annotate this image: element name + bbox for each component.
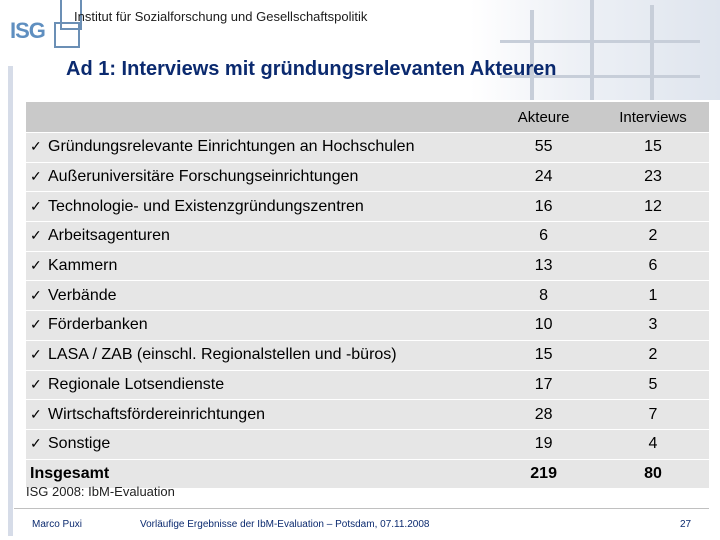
footer-text: Vorläufige Ergebnisse der IbM-Evaluation – Potsdam, 07.11.2008 <box>140 519 430 530</box>
row-label-text: Gründungsrelevante Einrichtungen an Hochschulen <box>48 138 415 156</box>
page-number: 27 <box>680 519 692 530</box>
table-row <box>26 281 709 311</box>
source-note: ISG 2008: IbM-Evaluation <box>26 484 175 499</box>
row-label-text: Sonstige <box>48 435 111 453</box>
interviews-value: 6 <box>648 257 658 275</box>
footer-author: Marco Puxi <box>32 519 83 530</box>
checkmark-icon: ✓ <box>30 286 42 303</box>
akteure-value: 16 <box>534 197 553 215</box>
row-label-text: Regionale Lotsendienste <box>48 375 225 393</box>
akteure-value: 28 <box>534 405 553 423</box>
interviews-table <box>26 102 709 488</box>
checkmark-icon: ✓ <box>30 138 42 155</box>
footer-divider <box>14 508 709 509</box>
row-label <box>26 429 490 459</box>
table-row <box>26 400 709 430</box>
table-row <box>26 311 709 341</box>
interviews-value: 5 <box>648 375 658 393</box>
checkmark-icon: ✓ <box>30 375 42 392</box>
akteure-value: 13 <box>534 257 553 275</box>
isg-logo <box>0 0 62 60</box>
akteure-value: 55 <box>534 138 553 156</box>
table-row <box>26 370 709 400</box>
interviews-value: 7 <box>648 405 658 423</box>
row-label-text: Wirtschaftsfördereinrichtungen <box>48 405 265 423</box>
table-row <box>26 222 709 252</box>
akteure-value: 24 <box>534 168 553 186</box>
row-label <box>26 370 490 400</box>
column-header-label <box>26 102 490 133</box>
left-accent-bar <box>8 66 13 536</box>
row-label-text: Förderbanken <box>48 316 148 334</box>
institute-name: Institut für Sozialforschung und Gesellschaftspolitik <box>74 9 368 24</box>
interviews-value: 4 <box>648 435 658 453</box>
table-row <box>26 162 709 192</box>
checkmark-icon: ✓ <box>30 168 42 185</box>
total-akteure: 219 <box>530 464 557 482</box>
interviews-value: 23 <box>644 168 662 186</box>
row-label <box>26 222 490 252</box>
column-header-interviews: Interviews <box>619 108 687 126</box>
table-row <box>26 340 709 370</box>
row-label-text: Arbeitsagenturen <box>48 227 170 245</box>
table-row <box>26 251 709 281</box>
checkmark-icon: ✓ <box>30 316 42 333</box>
row-label <box>26 251 490 281</box>
row-label <box>26 192 490 222</box>
interviews-value: 12 <box>644 197 662 215</box>
row-label <box>26 281 490 311</box>
checkmark-icon: ✓ <box>30 346 42 363</box>
checkmark-icon: ✓ <box>30 227 42 244</box>
row-label-text: LASA / ZAB (einschl. Regionalstellen und -büros) <box>48 346 397 364</box>
table-row <box>26 133 709 163</box>
row-label-text: Verbände <box>48 286 117 304</box>
row-label <box>26 340 490 370</box>
interviews-value: 15 <box>644 138 662 156</box>
interviews-value: 1 <box>648 286 658 304</box>
interviews-value: 2 <box>648 346 658 364</box>
akteure-value: 17 <box>534 375 553 393</box>
row-label <box>26 162 490 192</box>
akteure-value: 19 <box>534 435 553 453</box>
akteure-value: 15 <box>534 346 553 364</box>
table-header-row <box>26 102 709 133</box>
header-background-image <box>470 0 720 100</box>
row-label-text: Kammern <box>48 257 118 275</box>
total-label: Insgesamt <box>30 464 110 482</box>
akteure-value: 8 <box>539 286 549 304</box>
page-title: Ad 1: Interviews mit gründungsrelevanten Akteuren <box>66 58 557 80</box>
logo-text: ISG <box>10 18 45 43</box>
row-label-text: Technologie- und Existenzgründungszentren <box>48 197 364 215</box>
interviews-value: 3 <box>648 316 658 334</box>
total-interviews: 80 <box>644 464 662 482</box>
checkmark-icon: ✓ <box>30 405 42 422</box>
akteure-value: 10 <box>534 316 553 334</box>
row-label-text: Außeruniversitäre Forschungseinrichtungen <box>48 168 359 186</box>
checkmark-icon: ✓ <box>30 435 42 452</box>
row-label <box>26 311 490 341</box>
row-label <box>26 400 490 430</box>
interviews-value: 2 <box>648 227 658 245</box>
checkmark-icon: ✓ <box>30 197 42 214</box>
akteure-value: 6 <box>539 227 549 245</box>
column-header-akteure: Akteure <box>517 108 570 126</box>
row-label <box>26 133 490 163</box>
table-row <box>26 192 709 222</box>
table-row <box>26 429 709 459</box>
checkmark-icon: ✓ <box>30 257 42 274</box>
